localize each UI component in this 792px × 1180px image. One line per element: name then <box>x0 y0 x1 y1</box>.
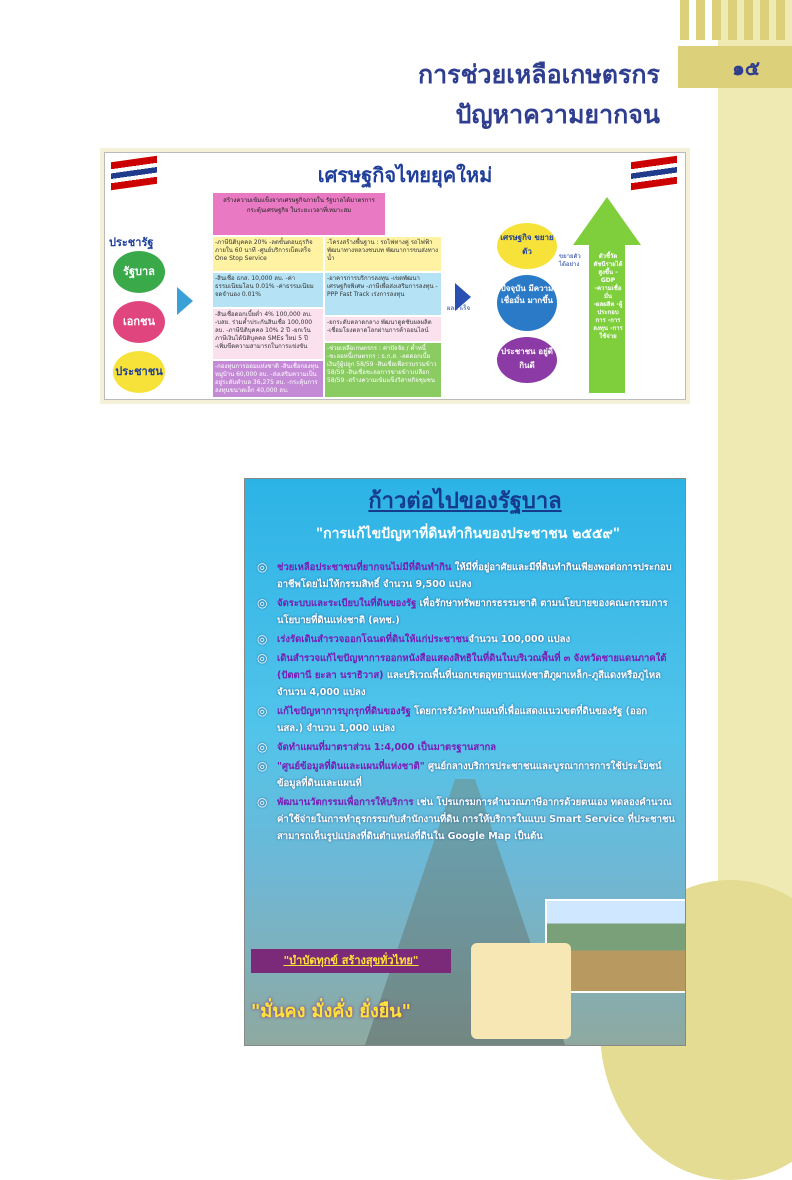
list-item: ◎ "ศูนย์ข้อมูลที่ดินและแผนที่แห่งชาติ" ศูนย์กลางบริการประชาชนและบูรณาการการใช้ประโยชน์ข้อมูลที่ดินและแผนที่ <box>257 759 662 789</box>
poster2-title: ก้าวต่อไปของรัฐบาล <box>368 489 562 514</box>
box-infrastructure: -โครงสร้างพื้นฐาน : รถไฟทางคู่ รถไฟฟ้า พัฒนาทางหลวงชนบท พัฒนาการขนส่งทางน้ำ <box>325 237 441 271</box>
list-item: ◎ เร่งรัดเดินสำรวจออกโฉนดที่ดินให้แก่ประชาชนจำนวน 100,000 แปลง <box>257 632 571 646</box>
list-item: ◎ จัดระบบและระเบียบในที่ดินของรัฐ เพื่อรักษาทรัพยากรธรรมชาติ ตามนโยบายของคณะกรรมการนโยบายที่ดินแห่งชาติ (คทช.) <box>257 596 668 626</box>
arrow-label-success: ผลสำเร็จ <box>447 305 471 312</box>
bubble-wellbeing: ประชาชน อยู่ดีกินดี <box>497 337 557 383</box>
circle-private: เอกชน <box>113 301 165 343</box>
indicator-text: ตัวชี้วัด ดัชนีรายได้ สูงขึ้น -GDP -ความเชื่อมั่น -ผลผลิต -ผู้ประกอบการ -การลงทุน -การใช้จ่าย <box>593 253 623 340</box>
list-item: ◎ จัดทำแผนที่มาตราส่วน 1:4,000 เป็นมาตรฐานสากล <box>257 740 497 754</box>
page-number: ๑๕ <box>732 56 760 80</box>
circle-people: ประชาชน <box>113 351 165 393</box>
economy-poster-title: เศรษฐกิจไทยยุคใหม่ <box>317 163 493 187</box>
list-item: ◎ พัฒนานวัตกรรมเพื่อการให้บริการ เช่น โปรแกรมการคำนวณภาษีอากรด้วยตนเอง ทดลองคำนวณค่าใช้จ่ายในการทำธุรกรรมกับสำนักงานที่ดิน การให้บริการในแบบ Smart Service ที่ประชาชนสามารถเห็นรูปแปลงที่ดินตำแหน่งที่ดินใน Google Map เป็นต้น <box>257 795 675 842</box>
list-item: ◎ เดินสำรวจแก้ไขปัญหาการออกหนังสือแสดงสิทธิในที่ดินในบริเวณพื้นที่ ๓ จังหวัดชายแดนภาคใต้ (ปัตตานี ยะลา นราธิวาส) และบริเวณพื้นที่นอกเขตอุทยานแห่งชาติภูผาเหล็ก-ภูสีแดงหรือภูไหล จำนวน 4,000 แปลง <box>257 651 667 698</box>
economy-poster <box>104 152 686 400</box>
government-next-step-poster <box>244 478 686 1046</box>
box-tax: -ภาษีนิติบุคคล 20% -ลดขั้นตอนธุรกิจภายใน 60 นาที -ศูนย์บริการเบ็ดเสร็จ One Stop Service <box>213 237 323 271</box>
bubble-growth: เศรษฐกิจ ขยายตัว <box>497 223 557 269</box>
arrow-right-icon <box>177 287 193 315</box>
pracharat-label: ประชารัฐ <box>109 236 154 249</box>
bubble-confidence: ปัจจุบัน มีความ เชื่อมั่น มากขึ้น <box>497 275 557 331</box>
page-title-line2: ปัญหาความยากจน <box>455 100 660 129</box>
thai-flag-icon <box>631 156 677 190</box>
box-farmers: -ช่วยเหลือเกษตรกร : ค่าปัจจัย / ค้ำหนี้ -ชะลอหนี้เกษตรกร : ธ.ก.ส. -ลดดอกเบี้ยเงินกู้ผู้ปลูก 58/59 -สินเชื่อเพื่อรวบรวมข้าว 58/59 -สินเชื่อชะลอการขายข้าวเปลือก 58/59 -สร้างความเข้มแข็งวิสาหกิจชุมชน <box>325 343 441 397</box>
box-smes: -สินเชื่อดอกเบี้ยต่ำ 4% 100,000 ลบ. -บสย. ร่วมค้ำประกันสินเชื่อ 100,000 ลบ. -ภาษีนิติบุคคล 10% 2 ปี -ยกเว้นภาษีเงินได้นิติบุคคล SMEs ใหม่ 5 ปี -เพิ่มขีดความสามารถในการแข่งขัน <box>213 309 323 359</box>
arrow-label-expand: ขยายตัว ได้อย่าง <box>559 253 581 268</box>
box-grassroots: -กองทุนการออมแห่งชาติ -สินเชื่อกองทุนหมู่บ้าน 60,000 ลบ. -ส่งเสริมความเป็นอยู่ระดับตำบล 36,275 ลบ. -กระตุ้นการลงทุนขนาดเล็ก 40,000 ลบ. <box>213 361 323 397</box>
slogan-stability: "มั่นคง มั่งคั่ง ยั่งยืน" <box>251 1001 411 1022</box>
box-market: -ยกระดับตลาดกลาง พัฒนาดูดซับผลผลิต -เชื่อมโยงตลาดโลกผ่านการค้าออนไลน์ <box>325 317 441 341</box>
policy-list <box>255 559 675 847</box>
list-item: ◎ ช่วยเหลือประชาชนที่ยากจนไม่มีที่ดินทำกิน ให้มีที่อยู่อาศัยและมีที่ดินทำกินเพียงพอต่อการประกอบอาชีพโดยไม่ให้กรรมสิทธิ์ จำนวน 9,500 แปลง <box>257 560 672 590</box>
list-item: ◎ แก้ไขปัญหาการบุกรุกที่ดินของรัฐ โดยการรังวัดทำแผนที่เพื่อแสดงแนวเขตที่ดินของรัฐ (ออก นสล.) จำนวน 1,000 แปลง <box>257 704 648 734</box>
page-title-line1: การช่วยเหลือเกษตรกร <box>417 60 660 89</box>
family-illustration <box>471 943 571 1039</box>
arrow-right-icon <box>455 283 471 311</box>
box-investment: -อาคารการบริการลงทุน -เขตพัฒนาเศรษฐกิจพิเศษ -ภาษีเพื่อส่งเสริมการลงทุน -PPP Fast Track เร่งการลงทุน <box>325 273 441 315</box>
box-credit: -สินเชื่อ ธกส. 10,000 ลบ. -ค่าธรรมเนียมโอน 0.01% -ค่าธรรมเนียมจดจำนอง 0.01% <box>213 273 323 307</box>
slogan-relieve-suffering: "บำบัดทุกข์ สร้างสุขทั่วไทย" <box>251 949 451 973</box>
economy-top-box: สร้างความเข้มแข็งจากเศรษฐกิจภายใน รัฐบาลได้มาตรการกระตุ้นเศรษฐกิจ ในระยะเวลาที่เหมาะสม <box>213 193 385 235</box>
decorative-stripes <box>680 0 792 40</box>
thai-flag-icon <box>111 156 157 190</box>
circle-government: รัฐบาล <box>113 251 165 293</box>
poster2-subtitle: "การแก้ไขปัญหาที่ดินทำกินของประชาชน ๒๕๕๙" <box>315 526 621 542</box>
